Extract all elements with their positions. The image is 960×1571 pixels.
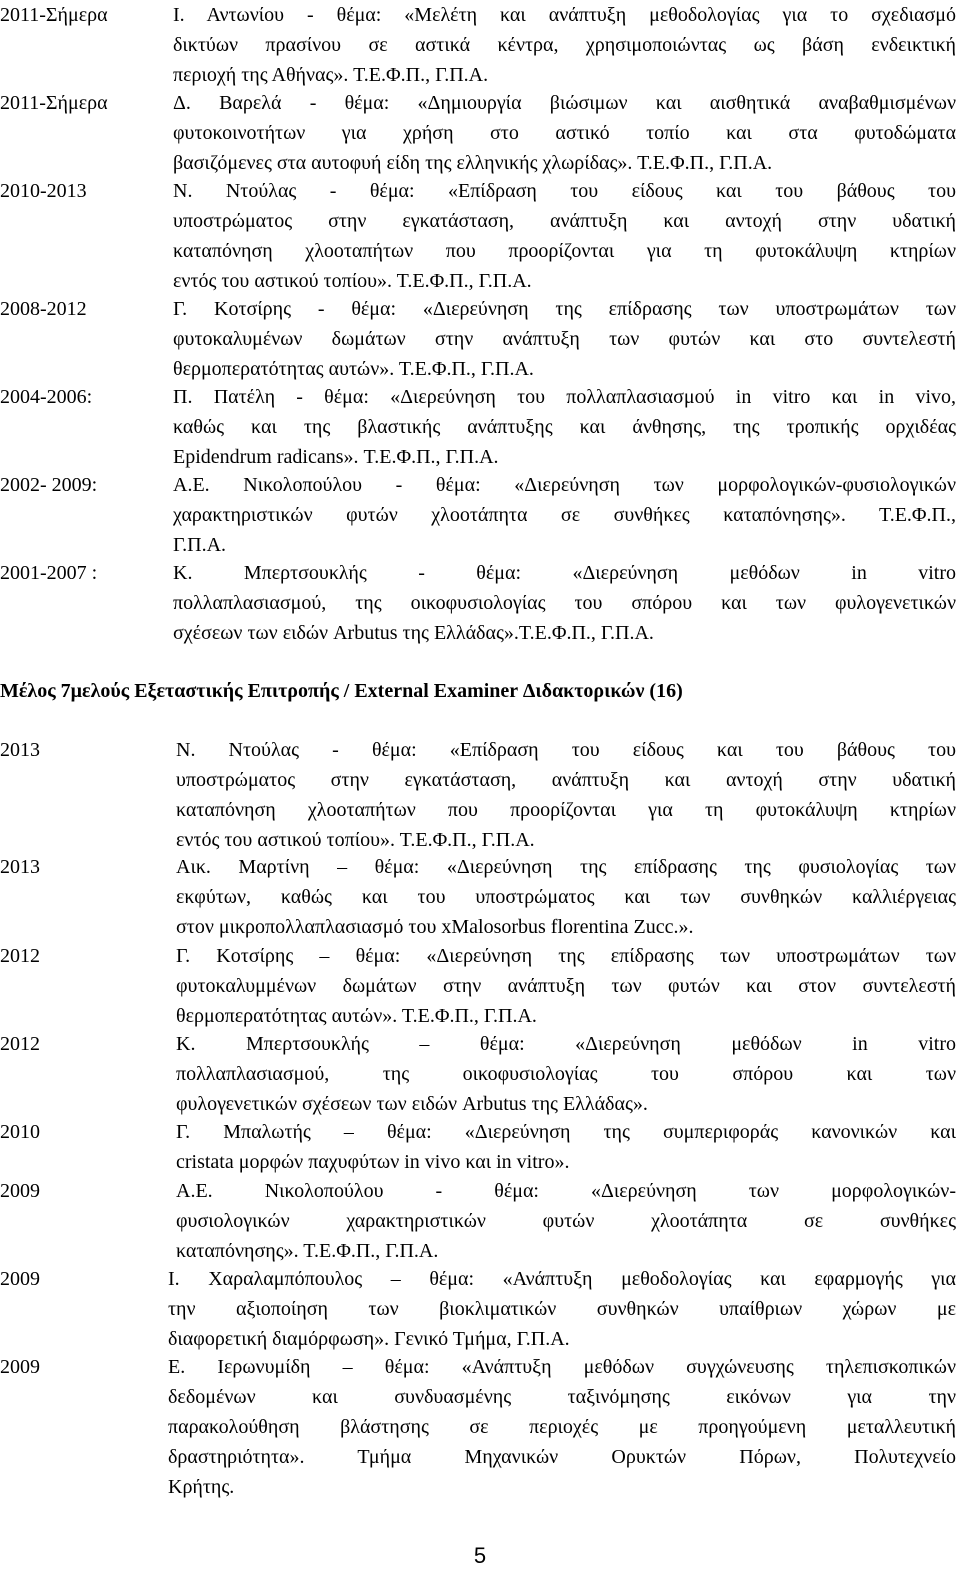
entry-line: φυσιολογικών χαρακτηριστικών φυτών χλοοτάπητα σε συνθήκες — [176, 1210, 956, 1232]
entry-year: 2010 — [0, 1121, 40, 1143]
entry-line: θερμοπερατότητας αυτών». Τ.Ε.Φ.Π., Γ.Π.Α. — [173, 358, 534, 380]
entry-line: Α.Ε. Νικολοπούλου - θέμα: «Διερεύνηση των μορφολογικών-φυσιολογικών — [173, 474, 956, 496]
entry-line: διαφορετική διαμόρφωση». Γενικό Τμήμα, Γ.Π.Α. — [168, 1328, 570, 1350]
entry-year: 2008-2012 — [0, 298, 87, 320]
entry-line: καθώς και της βλαστικής ανάπτυξης και άνθησης, της τροπικής ορχιδέας — [173, 416, 956, 438]
section-heading-text: Μέλος 7μελούς Εξεταστικής Επιτροπής / External Examiner Διδακτορικών (16) — [0, 680, 683, 702]
entry-line: cristata μορφών παχυφύτων in vivo και in vitro». — [176, 1151, 570, 1173]
entry-line: πολλαπλασιασμού, της οικοφυσιολογίας του σπόρου και των — [176, 1063, 956, 1085]
entry-text — [173, 0, 956, 90]
entry-line: δεδομένων και συνδυασμένης ταξινόμησης εικόνων για την — [168, 1386, 956, 1408]
entry-line: Ε. Ιερωνυμίδη – θέμα: «Ανάπτυξη μεθόδων συγχώνευσης τηλεπισκοπικών — [168, 1356, 956, 1378]
entry-line: Γ. Κοτσίρης - θέμα: «Διερεύνηση της επίδρασης των υποστρωμάτων των — [173, 298, 956, 320]
entry-line: δραστηριότητα». Τμήμα Μηχανικών Ορυκτών Πόρων, Πολυτεχνείο — [168, 1446, 956, 1468]
entry-line: Δ. Βαρελά - θέμα: «Δημιουργία βιώσιμων και αισθητικά αναβαθμισμένων — [173, 92, 956, 114]
entry-text — [173, 294, 956, 384]
entry-line: Γ. Μπαλωτής – θέμα: «Διερεύνηση της συμπεριφοράς κανονικών και — [176, 1121, 956, 1143]
entry-text — [176, 1176, 956, 1266]
entry-year: 2009 — [0, 1180, 40, 1202]
entry-line: Αικ. Μαρτίνη – θέμα: «Διερεύνηση της επίδρασης της φυσιολογίας των — [176, 856, 956, 878]
entry-text — [176, 852, 956, 942]
entry-line: Α.Ε. Νικολοπούλου - θέμα: «Διερεύνηση των μορφολογικών- — [176, 1180, 956, 1202]
entry-year: 2010-2013 — [0, 180, 87, 202]
entry-line: δικτύων πρασίνου σε αστικά κέντρα, χρησιμοποιώντας ως βάση ενδεικτική — [173, 34, 956, 56]
entry-line: Γ. Κοτσίρης – θέμα: «Διερεύνηση της επίδρασης των υποστρωμάτων των — [176, 945, 956, 967]
entry-year: 2012 — [0, 945, 40, 967]
entry-text — [168, 1352, 956, 1502]
section-heading — [0, 676, 960, 706]
entry-line: Epidendrum radicans». Τ.Ε.Φ.Π., Γ.Π.Α. — [173, 446, 499, 468]
entry-line: Π. Πατέλη - θέμα: «Διερεύνηση του πολλαπλασιασμού in vitro και in vivo, — [173, 386, 956, 408]
entry-line: υποστρώματος στην εγκατάσταση, ανάπτυξη και αντοχή στην υδατική — [176, 769, 956, 791]
entry-text — [168, 1264, 956, 1354]
page-number: 5 — [473, 1543, 487, 1568]
entry-text — [176, 941, 956, 1031]
entry-line: φυτοκαλυμένων δωμάτων στην ανάπτυξη των φυτών και στο συντελεστή — [173, 328, 956, 350]
entry-line: πολλαπλασιασμού, της οικοφυσιολογίας του σπόρου και των φυλογενετικών — [173, 592, 956, 614]
entry-year: 2011-Σήμερα — [0, 4, 108, 26]
entry-line: Ι. Χαραλαμπόπουλος – θέμα: «Ανάπτυξη μεθοδολογίας και εφαρμογής για — [168, 1268, 956, 1290]
entry-year: 2001-2007 : — [0, 562, 98, 584]
entry-line: Ν. Ντούλας - θέμα: «Επίδραση του είδους και του βάθους του — [176, 739, 956, 761]
entry-line: φυτοκοινοτήτων για χρήση στο αστικό τοπίο και στα φυτοδώματα — [173, 122, 956, 144]
entry-year: 2009 — [0, 1356, 40, 1378]
entry-year: 2004-2006: — [0, 386, 93, 408]
entry-line: Ι. Αντωνίου - θέμα: «Μελέτη και ανάπτυξη μεθοδολογίας για το σχεδιασμό — [173, 4, 956, 26]
entry-line: φυτοκαλυμμένων δωμάτων στην ανάπτυξη των φυτών και στον συντελεστή — [176, 975, 956, 997]
entry-line: Ν. Ντούλας - θέμα: «Επίδραση του είδους και του βάθους του — [173, 180, 956, 202]
entry-line: την αξιοποίηση των βιοκλιματικών συνθηκών υπαίθριων χώρων με — [168, 1298, 956, 1320]
entry-year: 2013 — [0, 739, 40, 761]
entry-text — [173, 470, 956, 560]
entry-line: καταπόνηση χλοοταπήτων που προορίζονται για τη φυτοκάλυψη κτηρίων — [176, 799, 956, 821]
entry-line: εντός του αστικού τοπίου». Τ.Ε.Φ.Π., Γ.Π.Α. — [173, 270, 532, 292]
entry-line: εκφύτων, καθώς και του υποστρώματος και των συνθηκών καλλιέργειας — [176, 886, 956, 908]
entry-line: στον μικροπολλαπλασιασμό του xMalosorbus florentina Zucc.». — [176, 916, 694, 938]
entry-line: βασιζόμενες στα αυτοφυή είδη της ελληνικής χλωρίδας». Τ.Ε.Φ.Π., Γ.Π.Α. — [173, 152, 773, 174]
entry-text — [173, 382, 956, 472]
entry-line: θερμοπερατότητας αυτών». Τ.Ε.Φ.Π., Γ.Π.Α. — [176, 1005, 537, 1027]
entry-text — [173, 88, 956, 178]
entry-year: 2013 — [0, 856, 40, 878]
entry-line: Γ.Π.Α. — [173, 534, 227, 556]
entry-line: υποστρώματος στην εγκατάσταση, ανάπτυξη και αντοχή στην υδατική — [173, 210, 956, 232]
entry-line: Κ. Μπερτσουκλής - θέμα: «Διερεύνηση μεθόδων in vitro — [173, 562, 956, 584]
entry-line: Κ. Μπερτσουκλής – θέμα: «Διερεύνηση μεθόδων in vitro — [176, 1033, 956, 1055]
entry-text — [173, 558, 956, 648]
entry-line: περιοχή της Αθήνας». Τ.Ε.Φ.Π., Γ.Π.Α. — [173, 64, 489, 86]
entry-line: καταπόνησης». Τ.Ε.Φ.Π., Γ.Π.Α. — [176, 1240, 439, 1262]
entry-year: 2009 — [0, 1268, 40, 1290]
entry-line: καταπόνηση χλοοταπήτων που προορίζονται για τη φυτοκάλυψη κτηρίων — [173, 240, 956, 262]
entry-line: χαρακτηριστικών φυτών χλοοτάπητα σε συνθήκες καταπόνησης». Τ.Ε.Φ.Π., — [173, 504, 956, 526]
entry-line: παρακολούθηση βλάστησης σε περιοχές με προηγούμενη μεταλλευτική — [168, 1416, 956, 1438]
entry-year: 2002- 2009: — [0, 474, 98, 496]
entry-text — [176, 1029, 956, 1119]
entry-year: 2011-Σήμερα — [0, 92, 108, 114]
entry-text — [176, 735, 956, 855]
entry-line: Κρήτης. — [168, 1476, 235, 1498]
entry-year: 2012 — [0, 1033, 40, 1055]
entry-line: φυλογενετικών σχέσεων των ειδών Arbutus της Ελλάδας». — [176, 1093, 648, 1115]
entry-line: σχέσεων των ειδών Arbutus της Ελλάδας».Τ.Ε.Φ.Π., Γ.Π.Α. — [173, 622, 654, 644]
entry-text — [173, 176, 956, 296]
entry-line: εντός του αστικού τοπίου». Τ.Ε.Φ.Π., Γ.Π.Α. — [176, 829, 535, 851]
entry-text — [176, 1117, 956, 1177]
